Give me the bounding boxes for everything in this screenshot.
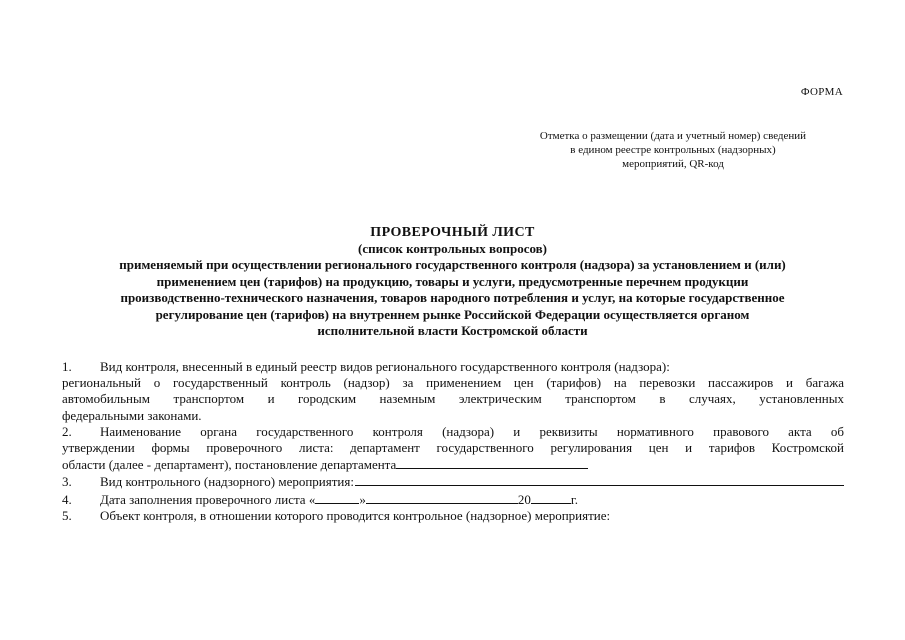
item-1-text: Вид контроля, внесенный в единый реестр видов регионального государственного контроля (надзора):: [100, 359, 670, 374]
registry-mark-line-3: мероприятий, QR-код: [622, 158, 724, 170]
item-3-number: 3.: [62, 474, 72, 490]
item-4-year-suffix: г.: [570, 491, 578, 507]
registry-mark-line-1: Отметка о размещении (дата и учетный номер) сведений: [539, 130, 807, 142]
title-desc-line-5: исполнительной власти Костромской области: [317, 323, 588, 339]
item-5-number: 5.: [62, 507, 72, 523]
item-4-number: 4.: [62, 491, 72, 507]
item-2-number: 2.: [62, 423, 72, 439]
fill-year-field[interactable]: [531, 491, 571, 504]
item-5-text: Объект контроля, в отношении которого проводится контрольное (надзорное) мероприятие:: [100, 507, 611, 523]
item-4-quote-close: »: [359, 491, 366, 507]
item-3-row: [62, 473, 844, 490]
document-title: [40, 224, 865, 340]
title-desc-line-3: производственно-технического назначения, товаров народного потребления и услуг, на которые государственное: [120, 290, 785, 306]
title-main: ПРОВЕРОЧНЫЙ ЛИСТ: [370, 225, 535, 240]
item-2-line-1: утверждении формы проверочного листа: департамент государственного регулирования цен и тарифов Костромской: [62, 439, 844, 455]
item-1-number: 1.: [62, 359, 72, 374]
item-3-text: Вид контрольного (надзорного) мероприятия:: [100, 474, 354, 490]
item-1-line-1: региональный о государственный контроль (надзор) за применением цен (тарифов) на перевозки пассажиров и багажа: [62, 375, 844, 391]
item-2-text: Наименование органа государственного контроля (надзора) и реквизиты нормативного правового акта об: [100, 423, 844, 439]
title-desc-line-4: регулирование цен (тарифов) на внутреннем рынке Российской Федерации осуществляется органом: [155, 306, 750, 322]
item-2-last-line: [62, 456, 844, 473]
item-5-row: [62, 508, 844, 524]
item-4-row: [62, 491, 844, 508]
item-1-last-line: федеральными законами.: [62, 407, 202, 423]
control-event-type-field[interactable]: [355, 473, 844, 486]
title-desc-line-2: применением цен (тарифов) на продукцию, товары и услуги, предусмотренные перечнем продукции: [156, 273, 749, 289]
item-1-head: [62, 359, 844, 375]
registry-mark-line-2: в едином реестре контрольных (надзорных): [570, 144, 776, 156]
item-1-line-2: автомобильным транспортом и городским наземным электрическим транспортом в случаях, установленных: [62, 391, 844, 407]
checklist-body: [62, 359, 844, 524]
item-2-head: [62, 424, 844, 440]
registry-mark-note: [440, 129, 905, 171]
item-4-year-prefix: 20: [517, 491, 531, 507]
resolution-blank-field[interactable]: [396, 456, 588, 469]
item-2-last-text: области (далее - департамент), постановление департамента: [62, 457, 397, 473]
item-4-text: Дата заполнения проверочного листа «: [100, 491, 316, 507]
fill-day-field[interactable]: [315, 491, 359, 504]
title-subtitle: (список контрольных вопросов): [357, 241, 547, 256]
form-label: ФОРМА: [800, 86, 843, 98]
title-desc-line-1: применяемый при осуществлении регионального государственного контроля (надзора) за установлением и (или): [119, 257, 786, 272]
fill-month-field[interactable]: [366, 491, 518, 504]
